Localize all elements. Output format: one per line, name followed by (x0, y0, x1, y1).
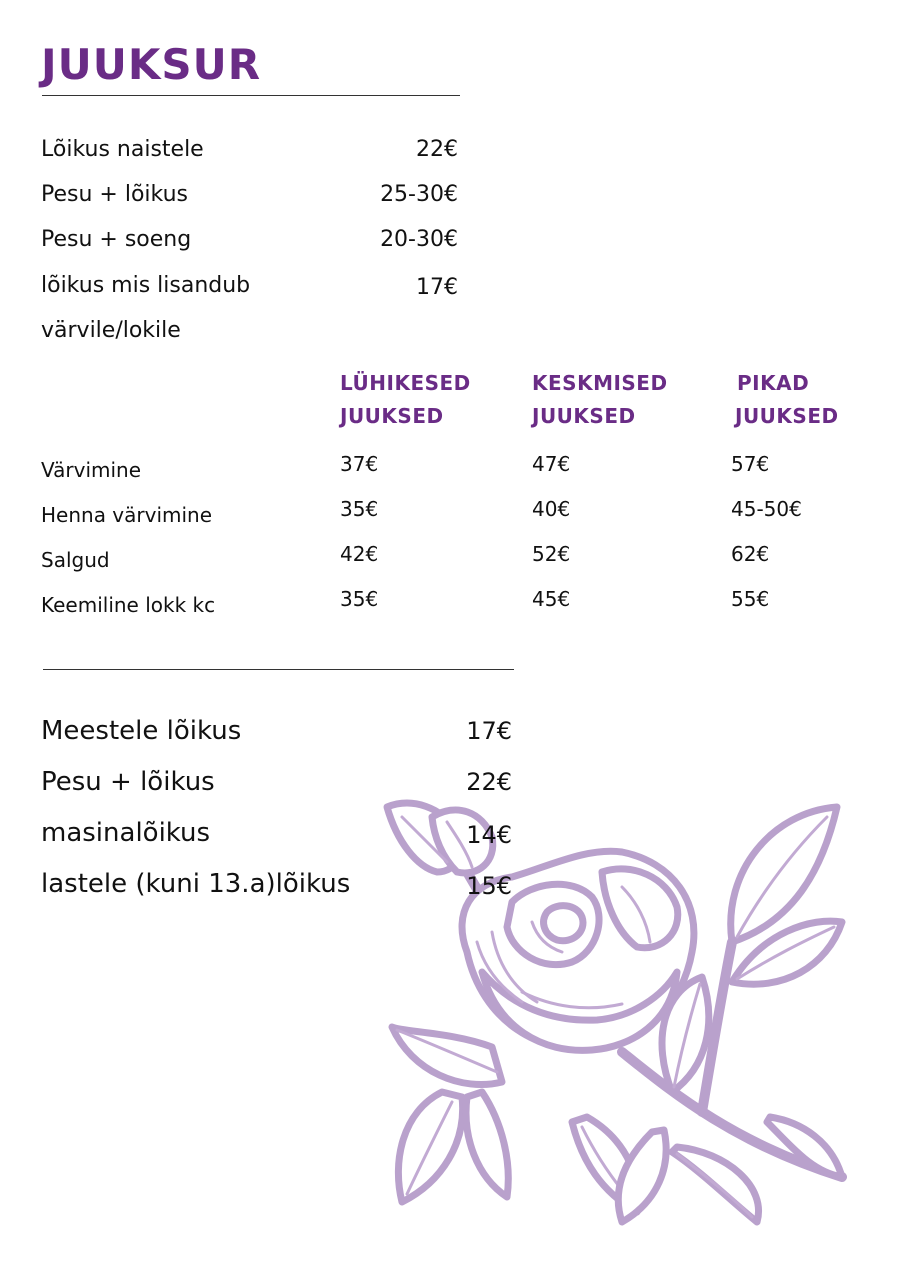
service-name: Lõikus naistele (41, 137, 204, 162)
service-price: 17€ (416, 275, 458, 300)
service-name: lõikus mis lisandub (41, 273, 251, 298)
column-header-short: LÜHIKESED JUUKSED (340, 371, 471, 428)
service-name: lastele (kuni 13.a)lõikus (41, 869, 351, 899)
service-price: 22€ (416, 137, 458, 162)
service-price: 17€ (466, 717, 512, 745)
service-price: 14€ (466, 821, 512, 849)
table-cell-price: 40€ (532, 497, 571, 521)
table-row-label: Keemiline lokk kc (41, 593, 216, 617)
service-name: Meestele lõikus (41, 716, 242, 746)
table-cell-price: 62€ (731, 542, 770, 566)
table-row-label: Henna värvimine (41, 503, 213, 527)
table-row-label: Värvimine (41, 458, 142, 482)
column-header-medium: KESKMISED JUUKSED (532, 371, 668, 428)
service-price: 25-30€ (380, 182, 458, 207)
service-price: 20-30€ (380, 227, 458, 252)
table-cell-price: 52€ (532, 542, 571, 566)
page-title: JUUKSUR (41, 40, 262, 89)
section-divider (43, 669, 514, 670)
service-name-line2: värvile/lokile (41, 318, 181, 343)
service-name: Pesu + soeng (41, 227, 192, 252)
table-cell-price: 35€ (340, 587, 379, 611)
table-cell-price: 42€ (340, 542, 379, 566)
table-cell-price: 37€ (340, 452, 379, 476)
service-name: Pesu + lõikus (41, 182, 188, 207)
table-cell-price: 57€ (731, 452, 770, 476)
table-cell-price: 45€ (532, 587, 571, 611)
table-cell-price: 47€ (532, 452, 571, 476)
table-cell-price: 55€ (731, 587, 770, 611)
column-header-long: PIKAD JUUKSED (735, 371, 839, 428)
service-price: 15€ (466, 872, 512, 900)
service-name: masinalõikus (41, 818, 211, 848)
service-price: 22€ (466, 768, 512, 796)
service-name: Pesu + lõikus (41, 767, 215, 797)
table-row-label: Salgud (41, 548, 110, 572)
table-cell-price: 45-50€ (731, 497, 802, 521)
title-divider (42, 95, 460, 96)
table-cell-price: 35€ (340, 497, 379, 521)
